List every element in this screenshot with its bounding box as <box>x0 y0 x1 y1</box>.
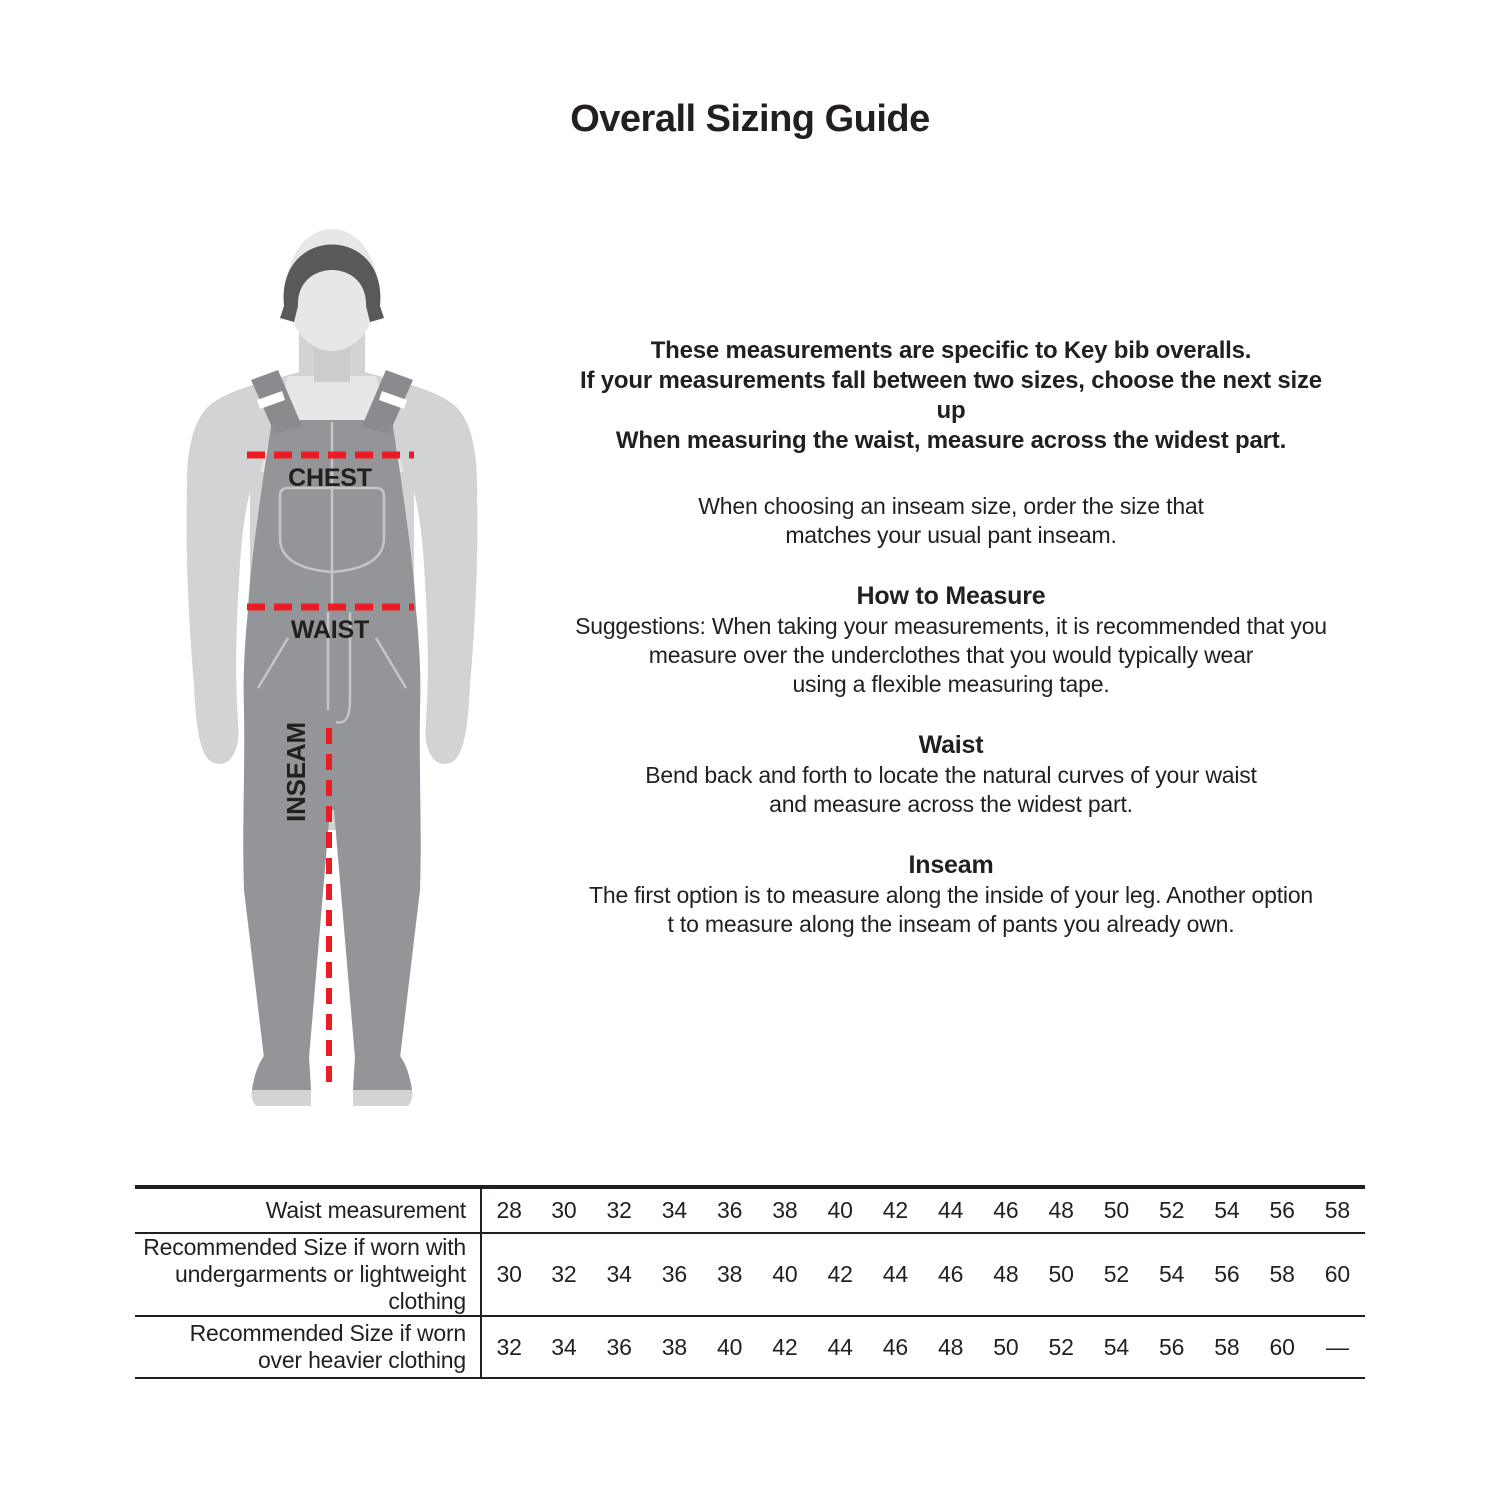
size-cell: 56 <box>1214 1261 1240 1287</box>
size-cell: 32 <box>496 1333 522 1360</box>
section-line: The first option is to measure along the inside of your leg. Another option <box>589 882 1313 908</box>
row-label-line: Waist measurement <box>265 1197 466 1223</box>
row-label-line: over heavier clothing <box>257 1347 466 1373</box>
size-cell: 44 <box>827 1333 853 1360</box>
size-cell: 30 <box>496 1261 522 1287</box>
chest-label: CHEST <box>288 464 372 492</box>
inseam-note <box>570 492 1332 550</box>
sizing-figure-illustration <box>168 210 512 1110</box>
size-cell: 28 <box>496 1197 522 1223</box>
size-cell: 40 <box>772 1261 798 1287</box>
size-cell: 32 <box>606 1197 632 1223</box>
size-cell: 34 <box>551 1333 577 1360</box>
section-line: Suggestions: When taking your measurements, it is recommended that you <box>575 613 1327 639</box>
bib-overalls-figure <box>168 210 512 1110</box>
intro-paragraph <box>570 336 1332 456</box>
size-cell: 52 <box>1048 1333 1074 1360</box>
size-cell: 46 <box>882 1333 908 1360</box>
size-cell: 36 <box>717 1197 743 1223</box>
sizing-table <box>135 1185 1365 1379</box>
section-line: and measure across the widest part. <box>769 791 1133 817</box>
size-cell: 38 <box>772 1197 798 1223</box>
size-cell: 58 <box>1214 1333 1240 1360</box>
figure-shoe-left <box>252 1056 311 1090</box>
section-heading: How to Measure <box>856 582 1046 610</box>
size-cell: 42 <box>827 1261 853 1287</box>
figure-shoe-sole-right <box>353 1090 413 1106</box>
size-cell: 54 <box>1103 1333 1129 1360</box>
size-cell: 48 <box>993 1261 1019 1287</box>
table-row-lightweight <box>135 1233 1365 1316</box>
size-cell: 44 <box>938 1197 964 1223</box>
inseam-label: INSEAM <box>281 722 311 822</box>
size-cell: 34 <box>606 1261 632 1287</box>
intro-line: When measuring the waist, measure across the widest part. <box>615 427 1287 454</box>
size-cell: 50 <box>1103 1197 1129 1223</box>
intro-line: These measurements are specific to Key bib overalls. <box>650 337 1252 364</box>
measurement-instructions <box>570 336 1332 939</box>
row-label-line: Recommended Size if worn with <box>143 1234 466 1260</box>
size-cell: 56 <box>1159 1333 1185 1360</box>
size-cell: 38 <box>661 1333 687 1360</box>
size-cell: 36 <box>661 1261 687 1287</box>
waist-label: WAIST <box>290 616 370 644</box>
section-line: using a flexible measuring tape. <box>792 671 1110 697</box>
row-label-line: Recommended Size if worn <box>189 1320 466 1346</box>
size-cell: 58 <box>1324 1197 1350 1223</box>
size-cell: 32 <box>551 1261 577 1287</box>
size-cell: 42 <box>772 1333 798 1360</box>
section-waist <box>570 730 1332 819</box>
size-cell: 52 <box>1103 1261 1129 1287</box>
size-cell: 60 <box>1324 1261 1350 1287</box>
size-cell: 42 <box>882 1197 908 1223</box>
figure-shoe-right <box>353 1056 412 1090</box>
size-cell: 58 <box>1269 1261 1295 1287</box>
section-heading: Waist <box>918 731 984 759</box>
size-cell: 34 <box>661 1197 687 1223</box>
size-cell: 36 <box>606 1333 632 1360</box>
table-row-waist-measurement <box>135 1187 1365 1233</box>
size-cell: 50 <box>993 1333 1019 1360</box>
size-cell: 44 <box>882 1261 908 1287</box>
size-cell: 52 <box>1159 1197 1185 1223</box>
note-line: matches your usual pant inseam. <box>785 522 1117 548</box>
row-label <box>135 1187 481 1233</box>
intro-line: If your measurements fall between two sizes, choose the next size up <box>580 367 1322 424</box>
size-cell: 46 <box>938 1261 964 1287</box>
note-line: When choosing an inseam size, order the size that <box>698 493 1204 519</box>
size-cell: 50 <box>1048 1261 1074 1287</box>
page-title: Overall Sizing Guide <box>570 98 930 140</box>
section-inseam <box>570 850 1332 939</box>
size-cell: 40 <box>717 1333 743 1360</box>
table-row-heavier <box>135 1316 1365 1378</box>
row-label-line: undergarments or lightweight clothing <box>174 1261 466 1314</box>
size-cell: 54 <box>1159 1261 1185 1287</box>
row-label <box>135 1233 481 1316</box>
size-cell: 48 <box>938 1333 964 1360</box>
size-cell: 48 <box>1048 1197 1074 1223</box>
size-cell: 56 <box>1269 1197 1295 1223</box>
size-cell: 60 <box>1269 1333 1295 1360</box>
section-line: Bend back and forth to locate the natural curves of your waist <box>645 762 1257 788</box>
figure-shoe-sole-left <box>251 1090 311 1106</box>
size-cell: 54 <box>1214 1197 1240 1223</box>
section-heading: Inseam <box>908 851 994 879</box>
section-how-to-measure <box>570 581 1332 699</box>
section-line: t to measure along the inseam of pants you already own. <box>667 911 1235 937</box>
size-cell: 40 <box>827 1197 853 1223</box>
row-label <box>135 1316 481 1378</box>
size-cell: — <box>1325 1333 1349 1360</box>
section-line: measure over the underclothes that you would typically wear <box>648 642 1254 668</box>
size-cell: 30 <box>551 1197 577 1223</box>
size-cell: 46 <box>993 1197 1019 1223</box>
size-cell: 38 <box>717 1261 743 1287</box>
